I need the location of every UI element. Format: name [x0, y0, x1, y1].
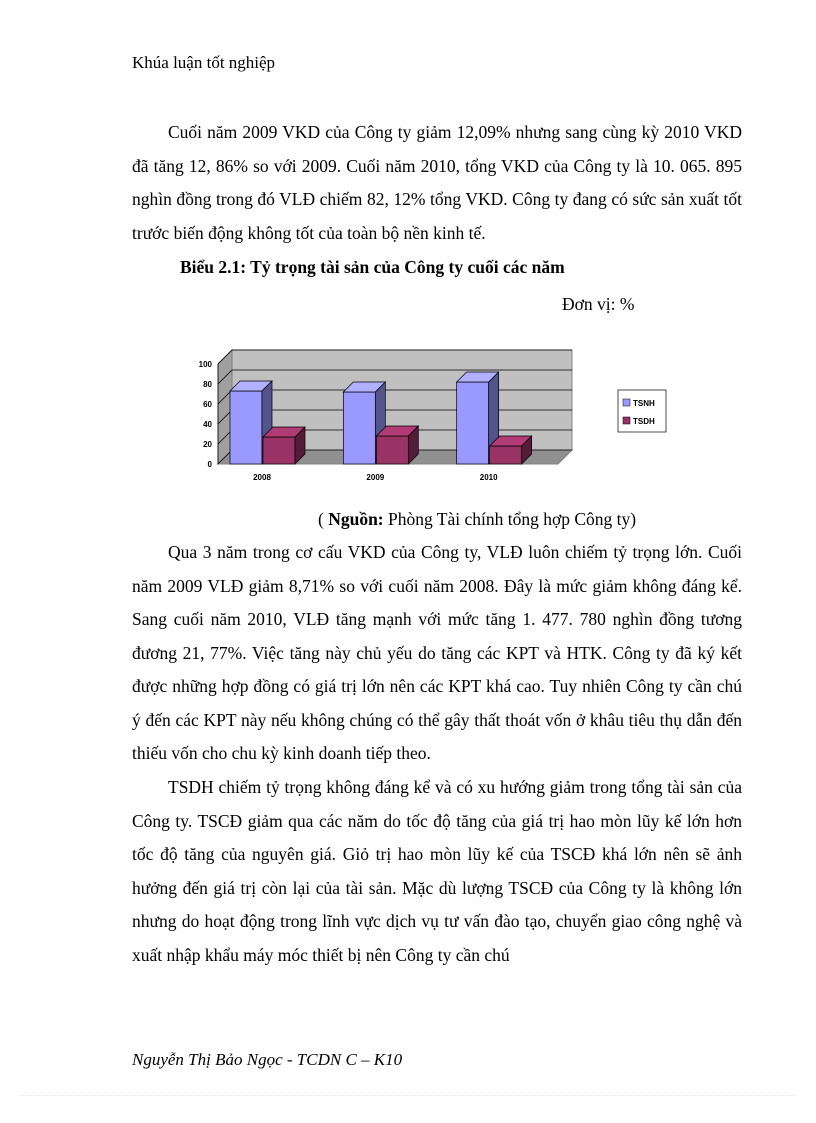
y-tick-label: 80 — [203, 380, 212, 389]
legend-label-tsdh: TSDH — [633, 417, 655, 426]
bar-chart — [186, 336, 676, 486]
x-tick-label: 2008 — [253, 473, 271, 482]
paragraph-3-text: TSDH chiếm tỷ trọng không đáng kể và có xu hướng giảm trong tổng tài sản của Công ty. TSCĐ giảm qua các năm do tốc độ tăng của giá trị hao mòn lũy kế lớn hơn tốc độ tăng của nguyên giá. Giỏ trị hao mòn lũy kế của TSCĐ khá lớn nên sẽ ảnh hưởng đến giá trị còn lại của tài sản. Mặc dù lượng TSCĐ của Công ty là không lớn nhưng do hoạt động trong lĩnh vực dịch vụ tư vấn đào tạo, chuyển giao công nghệ và xuất nhập khẩu máy móc thiết bị nên Công ty cần chú — [132, 777, 742, 965]
x-tick-label: 2009 — [366, 473, 385, 482]
chart-title: Biểu 2.1: Tỷ trọng tài sản của Công ty cuối các năm — [180, 257, 565, 277]
paragraph-3 — [132, 771, 742, 972]
bar-tsdh-2010 — [490, 446, 522, 464]
y-tick-label: 100 — [198, 360, 212, 369]
y-tick-label: 0 — [207, 460, 212, 469]
paragraph-2-text: Qua 3 năm trong cơ cấu VKD của Công ty, VLĐ luôn chiếm tỷ trọng lớn. Cuối năm 2009 VLĐ giảm 8,71% so với cuối năm 2008. Đây là mức giảm không đáng kể. Sang cuối năm 2010, VLĐ tăng mạnh với mức tăng 1. 477. 780 nghìn đồng tương đương 21, 77%. Việc tăng này chủ yếu do tăng các KPT và HTK. Công ty đã ký kết được những hợp đồng có giá trị lớn nên các KPT khá cao. Tuy nhiên Công ty cần chú ý đến các KPT này nếu không chúng có thể gây thất thoát vốn ở khâu tiêu thụ dẫn đến thiếu vốn cho chu kỳ kinh doanh tiếp theo. — [132, 542, 742, 763]
bar-tsdh-2009 — [376, 436, 408, 464]
chart-source — [318, 509, 636, 530]
x-tick-label: 2010 — [479, 473, 498, 482]
legend-swatch-tsnh — [623, 399, 630, 406]
y-tick-label: 60 — [203, 400, 212, 409]
chart-unit: Đơn vị: % — [562, 294, 635, 314]
legend-swatch-tsdh — [623, 417, 630, 424]
bar-tsnh-2009 — [343, 392, 375, 464]
source-open: ( — [318, 509, 329, 529]
paragraph-2 — [132, 536, 742, 771]
source-label: Nguồn: — [328, 509, 384, 529]
bar-tsnh-2008 — [230, 391, 262, 464]
y-tick-label: 20 — [203, 440, 212, 449]
paragraph-1 — [132, 116, 742, 250]
y-tick-label: 40 — [203, 420, 212, 429]
page-header: Khúa luận tốt nghiệp — [132, 53, 276, 72]
footer-divider — [20, 1095, 796, 1096]
paragraph-1-text: Cuối năm 2009 VKD của Công ty giảm 12,09% nhưng sang cùng kỳ 2010 VKD đã tăng 12, 86% so với 2009. Cuối năm 2010, tổng VKD của Công ty là 10. 065. 895 nghìn đồng trong đó VLĐ chiếm 82, 12% tổng VKD. Công ty đang có sức sản xuất tốt trước biến động không tốt của toàn bộ nền kinh tế. — [132, 122, 742, 243]
bar-tsdh-2008 — [263, 437, 295, 464]
source-text: Phòng Tài chính tổng hợp Công ty) — [388, 509, 637, 529]
page-footer: Nguyễn Thị Bảo Ngọc - TCDN C – K10 — [132, 1050, 403, 1069]
bar-tsnh-2010 — [457, 382, 489, 464]
legend-label-tsnh: TSNH — [633, 399, 655, 408]
